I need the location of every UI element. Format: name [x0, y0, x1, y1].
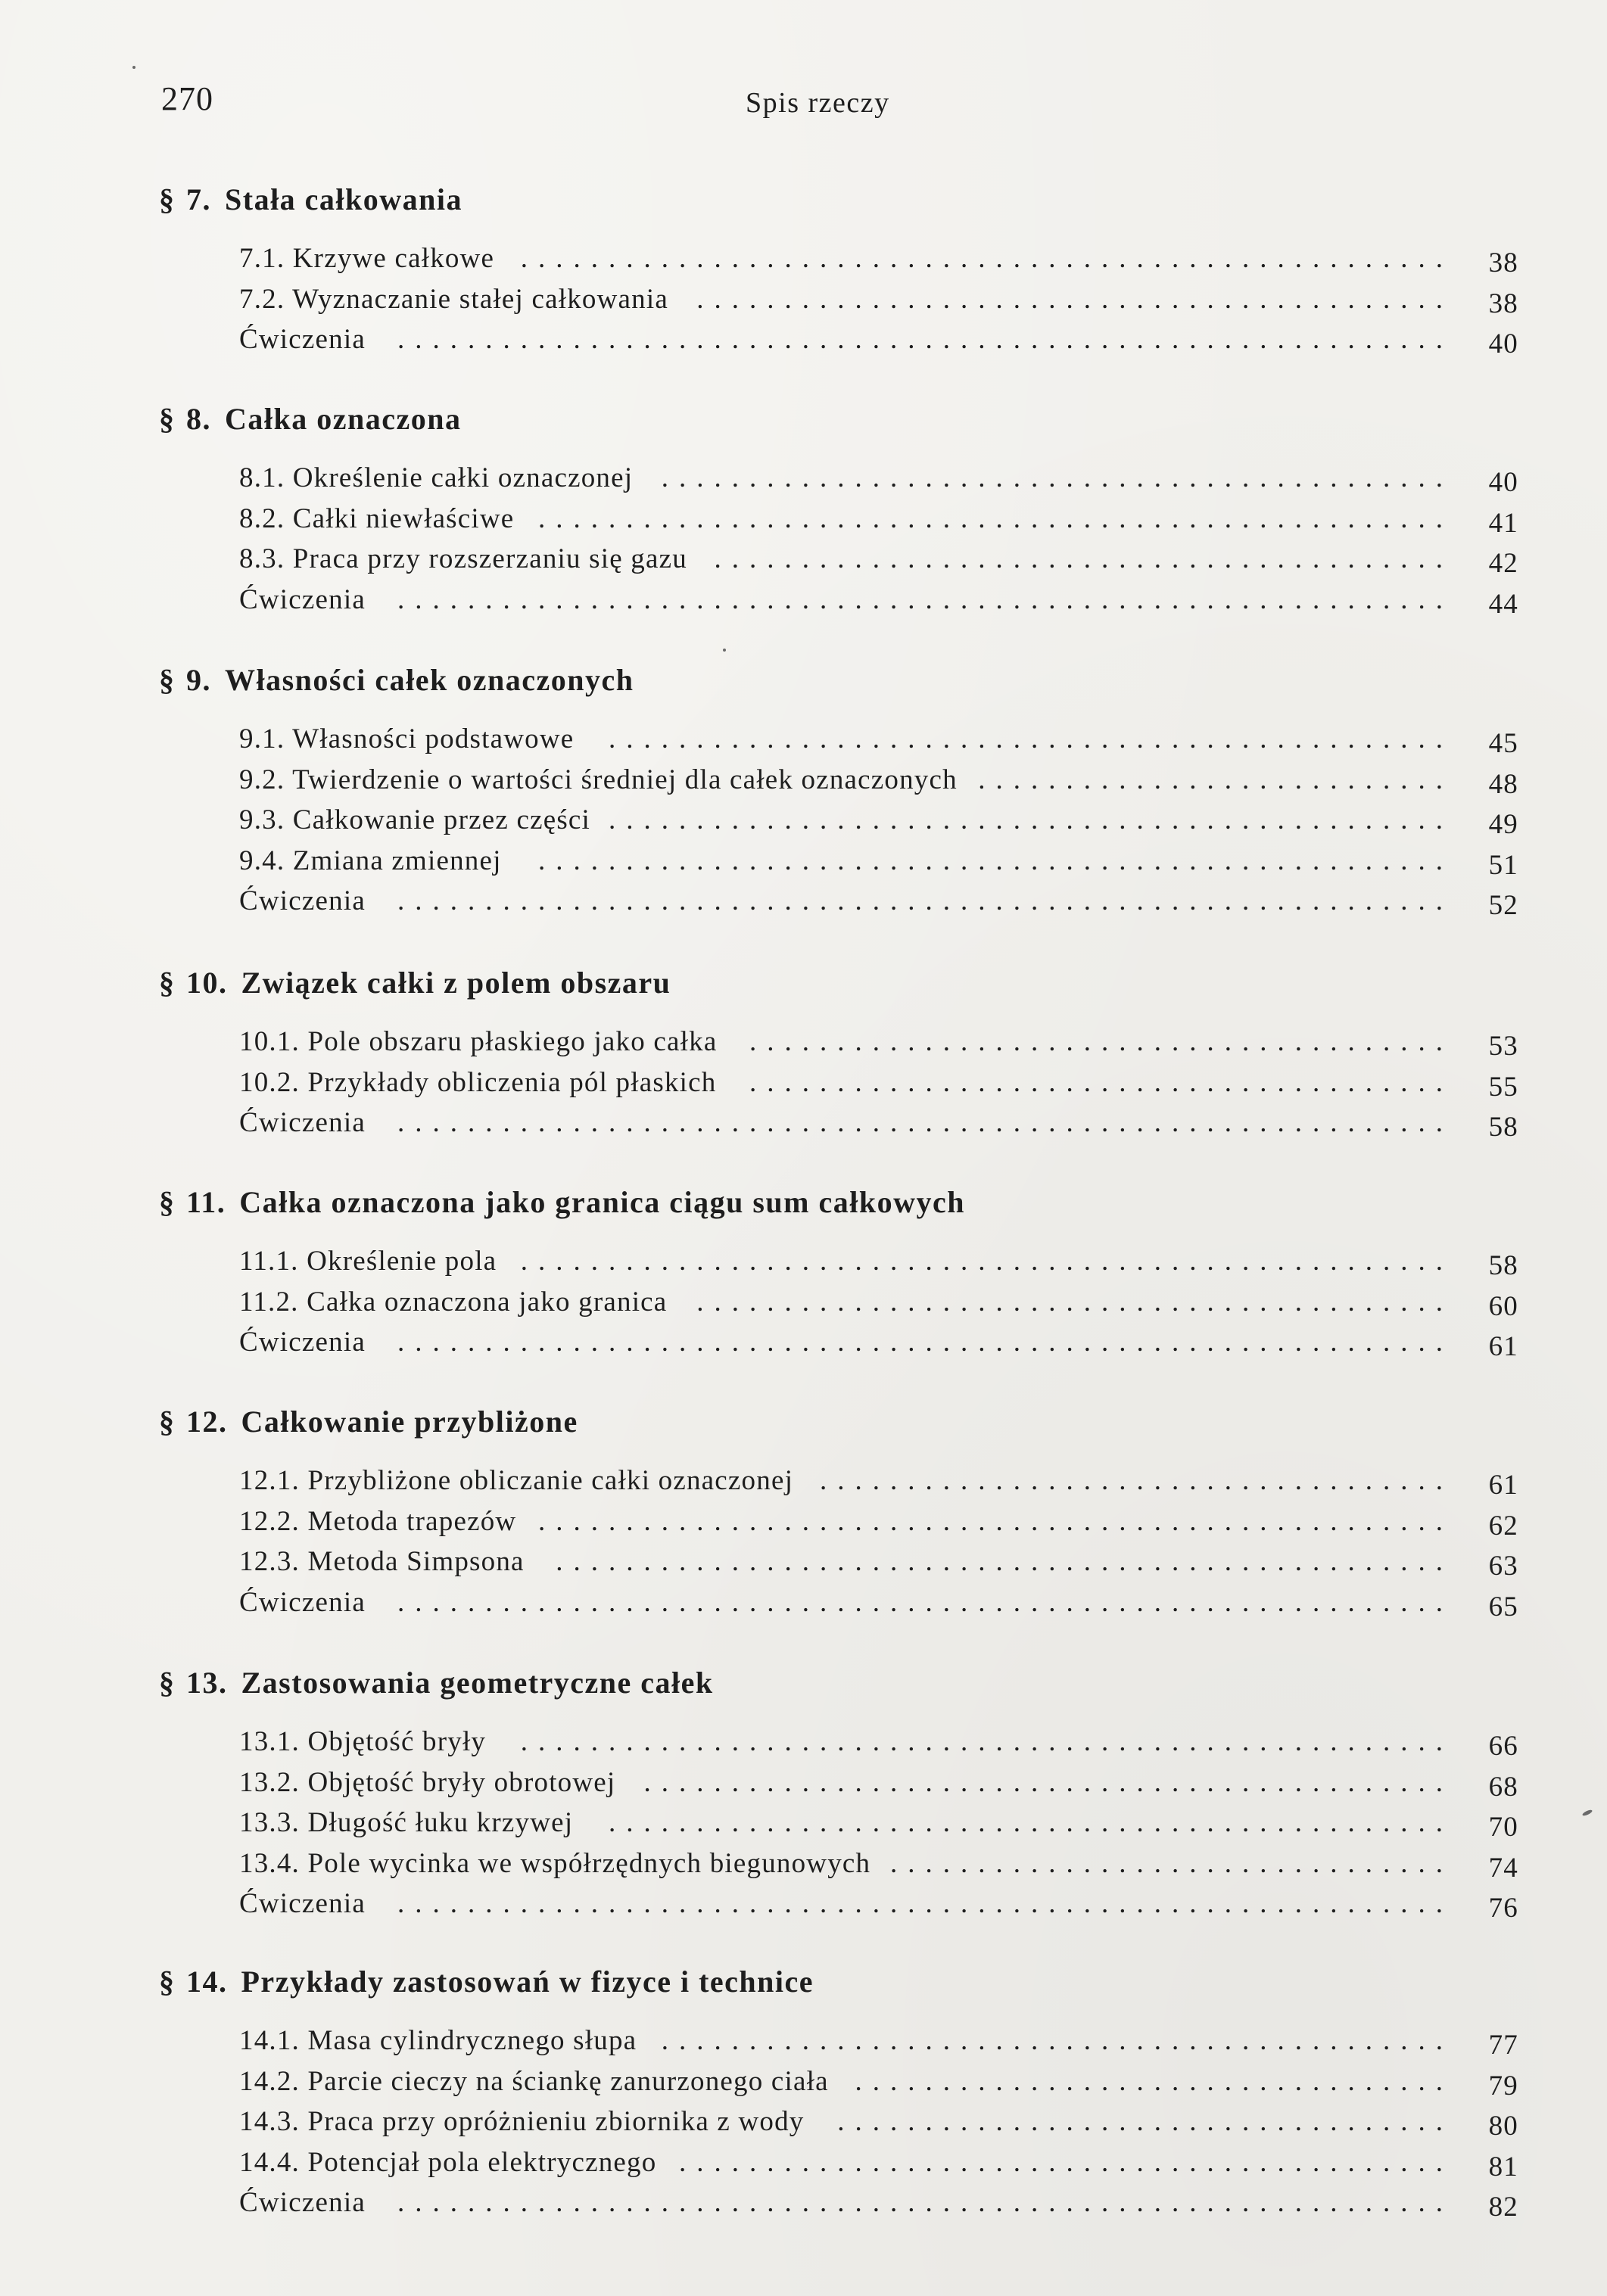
section-number: 11. — [186, 1185, 226, 1219]
entry-page-number: 77 — [1488, 2030, 1518, 2061]
entry-list — [239, 723, 1518, 926]
entry-title: 7.1. Krzywe całkowe — [239, 243, 495, 274]
dot-leader: ................................................ — [609, 723, 1453, 754]
entry-title: 12.3. Metoda Simpsona — [239, 1546, 525, 1577]
section-sign: § — [159, 663, 176, 697]
entry-page-number: 62 — [1488, 1510, 1518, 1542]
section-number: 9. — [186, 663, 211, 697]
toc-entry[interactable] — [239, 283, 1518, 324]
dot-leader: ............................................................ — [397, 885, 1453, 916]
toc-entry[interactable] — [239, 2105, 1518, 2146]
entry-list — [239, 2024, 1518, 2227]
entry-title: Ćwiczenia — [239, 1888, 366, 1919]
entry-page-number: 70 — [1488, 1812, 1518, 1843]
running-title: Spis rzeczy — [746, 87, 890, 119]
section-sign: § — [159, 1405, 176, 1439]
section-number: 14. — [186, 1965, 228, 1999]
toc-entry[interactable] — [239, 1326, 1518, 1367]
dot-leader: .................................................... — [538, 502, 1453, 534]
dot-leader: ..................................................... — [520, 243, 1453, 274]
section-heading — [159, 662, 634, 698]
entry-page-number: 48 — [1488, 768, 1518, 800]
section-number: 10. — [186, 966, 228, 1000]
dot-leader: ........................................... — [696, 1286, 1453, 1318]
entry-title: 7.2. Wyznaczanie stałej całkowania — [239, 283, 668, 315]
dot-leader: ................................ — [890, 1847, 1453, 1879]
toc-entry[interactable] — [239, 1286, 1518, 1327]
entry-title: 9.4. Zmiana zmiennej — [239, 845, 502, 876]
entry-list — [239, 1025, 1518, 1147]
section-heading — [159, 965, 671, 1000]
toc-entry[interactable] — [239, 462, 1518, 502]
entry-page-number: 55 — [1488, 1071, 1518, 1103]
entry-title: Ćwiczenia — [239, 324, 366, 355]
entry-title: Ćwiczenia — [239, 1107, 366, 1138]
toc-entry[interactable] — [239, 323, 1518, 364]
entry-title: 11.1. Określenie pola — [239, 1246, 497, 1277]
dot-leader: ............................................................ — [397, 324, 1453, 355]
entry-page-number: 52 — [1488, 890, 1518, 921]
dot-leader: ............................................. — [661, 462, 1453, 493]
dot-leader: ................................................ — [609, 804, 1453, 835]
toc-entry[interactable] — [239, 1245, 1518, 1286]
entry-page-number: 41 — [1488, 507, 1518, 539]
toc-entry[interactable] — [239, 1586, 1518, 1627]
entry-page-number: 38 — [1488, 288, 1518, 319]
entry-title: Ćwiczenia — [239, 1327, 366, 1358]
entry-title: 13.1. Objętość bryły — [239, 1726, 487, 1757]
entry-title: 8.3. Praca przy rozszerzaniu się gazu — [239, 543, 687, 574]
dot-leader: .................................... — [820, 1465, 1453, 1496]
toc-entry[interactable] — [239, 2146, 1518, 2187]
page-number: 270 — [161, 80, 213, 117]
toc-entry[interactable] — [239, 242, 1518, 283]
entry-title: 9.3. Całkowanie przez części — [239, 804, 591, 835]
entry-page-number: 82 — [1488, 2192, 1518, 2223]
entry-page-number: 61 — [1488, 1331, 1518, 1362]
section-heading — [159, 182, 462, 217]
toc-entry[interactable] — [239, 583, 1518, 624]
section-sign: § — [159, 402, 176, 436]
entry-page-number: 45 — [1488, 728, 1518, 759]
entry-list — [239, 1464, 1518, 1626]
toc-entry[interactable] — [239, 1766, 1518, 1807]
entry-title: Ćwiczenia — [239, 2187, 366, 2218]
toc-entry[interactable] — [239, 2065, 1518, 2106]
section-number: 8. — [186, 402, 211, 436]
entry-list — [239, 1245, 1518, 1367]
entry-title: 14.4. Potencjał pola elektrycznego — [239, 2146, 657, 2178]
dot-leader: .......................................... — [714, 543, 1453, 574]
entry-page-number: 38 — [1488, 247, 1518, 278]
toc-entry[interactable] — [239, 502, 1518, 543]
entry-page-number: 80 — [1488, 2111, 1518, 2142]
entry-page-number: 61 — [1488, 1470, 1518, 1501]
dot-leader: .................................. — [855, 2065, 1453, 2097]
section-heading — [159, 401, 462, 437]
entry-page-number: 51 — [1488, 849, 1518, 881]
entry-title: 10.2. Przykłady obliczenia pól płaskich — [239, 1066, 717, 1098]
dot-leader: ............................................................ — [397, 583, 1453, 615]
entry-title: 12.1. Przybliżone obliczanie całki oznaczonej — [239, 1465, 794, 1496]
entry-page-number: 63 — [1488, 1551, 1518, 1582]
dot-leader: ........................................ — [749, 1026, 1453, 1057]
section-sign: § — [159, 1965, 176, 1999]
dot-leader: ................................................... — [556, 1546, 1453, 1577]
entry-title: 12.2. Metoda trapezów — [239, 1505, 517, 1537]
section-heading — [159, 1404, 578, 1439]
entry-page-number: 58 — [1488, 1112, 1518, 1143]
dot-leader: ........................... — [978, 764, 1453, 795]
entry-page-number: 53 — [1488, 1031, 1518, 1062]
dot-leader: ................................... — [837, 2106, 1453, 2137]
entry-title: Ćwiczenia — [239, 1586, 366, 1618]
entry-page-number: 74 — [1488, 1852, 1518, 1884]
toc-entry[interactable] — [239, 885, 1518, 926]
dot-leader: ..................................................... — [520, 1726, 1453, 1757]
entry-title: 9.2. Twierdzenie o wartości średniej dla całek oznaczonych — [239, 764, 958, 795]
dot-leader: ............................................................ — [397, 1327, 1453, 1358]
entry-title: 10.1. Pole obszaru płaskiego jako całka — [239, 1026, 718, 1057]
section-heading — [159, 1665, 714, 1700]
dot-leader: ............................................. — [661, 2025, 1453, 2056]
toc-entry[interactable] — [239, 723, 1518, 764]
entry-title: 11.2. Całka oznaczona jako granica — [239, 1286, 668, 1318]
entry-title: Ćwiczenia — [239, 583, 366, 615]
section-title: Przykłady zastosowań w fizyce i technice — [241, 1965, 814, 1999]
toc-entry[interactable] — [239, 1464, 1518, 1505]
entry-page-number: 81 — [1488, 2151, 1518, 2182]
entry-title: 14.3. Praca przy opróżnieniu zbiornika z wody — [239, 2106, 805, 2137]
toc-entry[interactable] — [239, 1066, 1518, 1107]
section-number: 12. — [186, 1405, 228, 1439]
toc-entry[interactable] — [239, 1806, 1518, 1847]
toc-entry[interactable] — [239, 1106, 1518, 1147]
entry-title: 13.2. Objętość bryły obrotowej — [239, 1766, 616, 1798]
entry-page-number: 40 — [1488, 467, 1518, 498]
section-title: Zastosowania geometryczne całek — [241, 1666, 714, 1700]
entry-page-number: 60 — [1488, 1290, 1518, 1322]
toc-entry[interactable] — [239, 1505, 1518, 1546]
dot-leader: ............................................................ — [397, 1888, 1453, 1919]
entry-title: 8.2. Całki niewłaściwe — [239, 502, 515, 534]
entry-title: 14.2. Parcie cieczy na ściankę zanurzonego ciała — [239, 2065, 829, 2097]
section-sign: § — [159, 1666, 176, 1700]
toc-entry[interactable] — [239, 764, 1518, 804]
entry-page-number: 68 — [1488, 1771, 1518, 1803]
dot-leader: ................................................ — [609, 1807, 1453, 1838]
section-heading — [159, 1184, 965, 1220]
toc-entry[interactable] — [239, 2024, 1518, 2065]
dot-leader: ........................................ — [749, 1066, 1453, 1098]
entry-list — [239, 242, 1518, 364]
toc-entry[interactable] — [239, 543, 1518, 583]
entry-page-number: 42 — [1488, 548, 1518, 579]
entry-page-number: 49 — [1488, 809, 1518, 840]
section-sign: § — [159, 182, 176, 216]
toc-entry[interactable] — [239, 1025, 1518, 1066]
toc-entry[interactable] — [239, 1545, 1518, 1586]
entry-page-number: 44 — [1488, 588, 1518, 620]
section-title: Stała całkowania — [225, 182, 463, 216]
entry-title: 13.3. Długość łuku krzywej — [239, 1807, 574, 1838]
section-title: Związek całki z polem obszaru — [241, 966, 671, 1000]
entry-title: Ćwiczenia — [239, 885, 366, 916]
entry-title: 13.4. Pole wycinka we współrzędnych biegunowych — [239, 1847, 871, 1879]
entry-page-number: 76 — [1488, 1893, 1518, 1924]
entry-list — [239, 1725, 1518, 1928]
paper-speck — [132, 66, 135, 69]
section-sign: § — [159, 1185, 176, 1219]
section-number: 7. — [186, 182, 211, 216]
dot-leader: ............................................................ — [397, 2187, 1453, 2218]
toc-entry[interactable] — [239, 845, 1518, 885]
section-title: Całkowanie przybliżone — [241, 1405, 578, 1439]
entry-page-number: 58 — [1488, 1250, 1518, 1281]
section-sign: § — [159, 966, 176, 1000]
toc-entry[interactable] — [239, 2186, 1518, 2227]
toc-entry[interactable] — [239, 1847, 1518, 1888]
section-title: Całka oznaczona jako granica ciągu sum całkowych — [239, 1185, 965, 1219]
entry-title: 8.1. Określenie całki oznaczonej — [239, 462, 634, 493]
entry-list — [239, 462, 1518, 624]
section-number: 13. — [186, 1666, 228, 1700]
entry-title: 14.1. Masa cylindrycznego słupa — [239, 2025, 637, 2056]
dot-leader: .................................................... — [538, 1505, 1453, 1537]
dot-leader: ............................................................ — [397, 1586, 1453, 1618]
section-title: Własności całek oznaczonych — [225, 663, 634, 697]
dot-leader: ........................................... — [696, 283, 1453, 315]
entry-page-number: 79 — [1488, 2070, 1518, 2102]
section-heading — [159, 1964, 814, 1999]
entry-page-number: 40 — [1488, 328, 1518, 359]
entry-page-number: 66 — [1488, 1731, 1518, 1762]
paper-speck — [1582, 1809, 1593, 1816]
entry-page-number: 65 — [1488, 1591, 1518, 1622]
section-title: Całka oznaczona — [225, 402, 462, 436]
toc-entry[interactable] — [239, 1725, 1518, 1766]
paper-speck — [723, 649, 726, 652]
dot-leader: ............................................................ — [397, 1107, 1453, 1138]
toc-entry[interactable] — [239, 1887, 1518, 1928]
toc-entry[interactable] — [239, 804, 1518, 845]
dot-leader: .............................................. — [643, 1766, 1453, 1798]
dot-leader: .................................................... — [538, 845, 1453, 876]
entry-title: 9.1. Własności podstawowe — [239, 723, 575, 754]
dot-leader: ............................................ — [679, 2146, 1453, 2178]
dot-leader: ..................................................... — [520, 1246, 1453, 1277]
